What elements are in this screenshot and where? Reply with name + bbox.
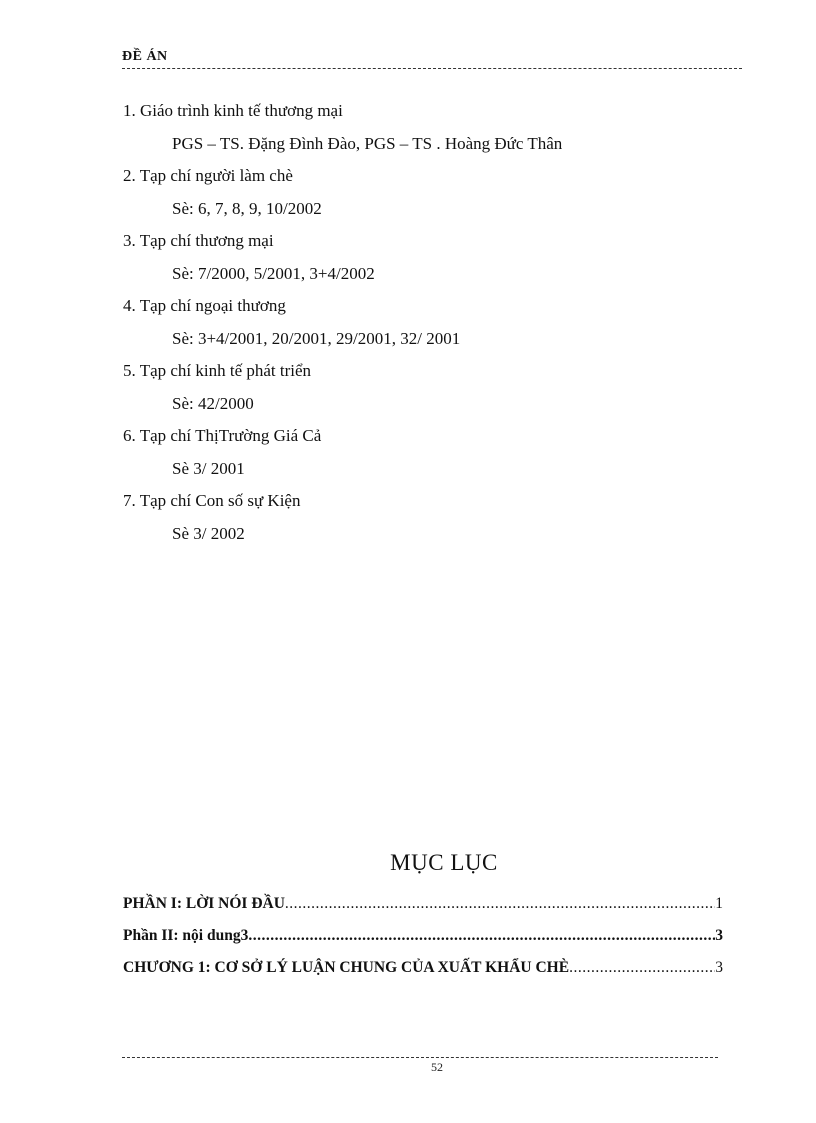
reference-item — [123, 355, 743, 420]
reference-title: 3. Tạp chí thương mại — [123, 231, 274, 250]
reference-item — [123, 160, 743, 225]
reference-item — [123, 420, 743, 485]
reference-item — [123, 225, 743, 290]
header-divider — [122, 68, 742, 69]
reference-detail: PGS – TS. Đặng Đình Đào, PGS – TS . Hoàng Đức Thân — [172, 133, 563, 153]
reference-item — [123, 485, 743, 550]
reference-title: 2. Tạp chí người làm chè — [123, 166, 293, 185]
toc-entry-label: PHẦN I: LỜI NÓI ĐẦU — [123, 895, 285, 912]
toc-heading: MỤC LỤC — [390, 850, 498, 875]
reference-title: 1. Giáo trình kinh tế thương mại — [123, 101, 343, 120]
toc-entry-page: 3 — [715, 959, 723, 976]
header-title: ĐỀ ÁN — [122, 49, 168, 64]
reference-item — [123, 95, 743, 160]
toc-leader-dots — [569, 959, 715, 977]
toc-entry[interactable] — [123, 895, 723, 927]
toc-leader-dots — [248, 927, 715, 945]
toc-entry-page: 3 — [715, 927, 723, 944]
toc-entry-label: Phần II: nội dung3 — [123, 927, 249, 944]
reference-title: 5. Tạp chí kinh tế phát triển — [123, 361, 312, 380]
toc-entry-page: 1 — [715, 895, 723, 912]
toc-entry[interactable] — [123, 959, 723, 991]
reference-detail: Sè: 3+4/2001, 20/2001, 29/2001, 32/ 2001 — [172, 328, 461, 348]
reference-detail: Sè: 42/2000 — [172, 393, 254, 413]
table-of-contents — [123, 895, 723, 991]
footer-divider — [122, 1057, 718, 1058]
reference-detail: Sè 3/ 2001 — [172, 458, 245, 478]
page-number: 52 — [431, 1060, 443, 1074]
reference-title: 4. Tạp chí ngoại thương — [123, 296, 286, 315]
reference-title: 6. Tạp chí ThịTrường Giá Cả — [123, 426, 322, 445]
reference-detail: Sè: 6, 7, 8, 9, 10/2002 — [172, 198, 322, 218]
reference-item — [123, 290, 743, 355]
reference-detail: Sè: 7/2000, 5/2001, 3+4/2002 — [172, 263, 375, 283]
reference-detail: Sè 3/ 2002 — [172, 523, 245, 543]
reference-list — [123, 95, 743, 550]
toc-entry-label: CHƯƠNG 1: CƠ SỞ LÝ LUẬN CHUNG CỦA XUẤT KHẨU CHÈ — [123, 959, 570, 976]
toc-leader-dots — [285, 895, 715, 913]
reference-title: 7. Tạp chí Con số sự Kiện — [123, 491, 301, 510]
toc-entry[interactable] — [123, 927, 723, 959]
